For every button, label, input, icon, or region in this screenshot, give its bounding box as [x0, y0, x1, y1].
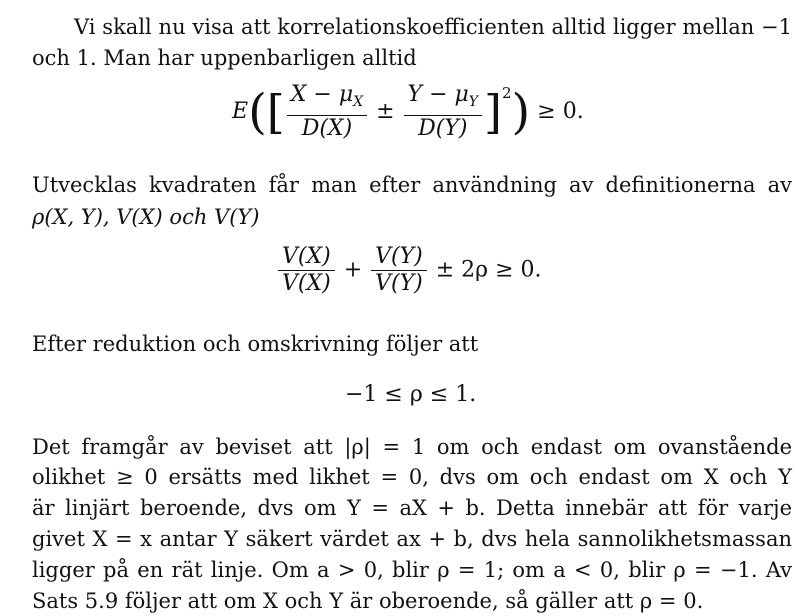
eq1-lhs: E	[232, 99, 249, 124]
equation-expectation	[232, 82, 584, 142]
paragraph-4-line-2: olikhet ≥ 0 ersätts med likhet = 0, dvs om och endast om X och Y	[32, 465, 792, 489]
eq1-fraction-x	[287, 82, 367, 142]
paragraph-2-line-1: Utvecklas kvadraten får man efter användning av definitionerna av	[32, 173, 792, 197]
paragraph-1-line-1: Vi skall nu visa att korrelationskoefficienten alltid ligger mellan −1	[74, 15, 792, 39]
equation-variance	[276, 244, 542, 297]
eq1-rhs: ≥ 0.	[537, 99, 584, 124]
eq1-close-bracket: ]	[484, 85, 502, 139]
eq2-den2: V(Y)	[375, 271, 423, 296]
equation-bounds	[345, 382, 476, 407]
eq2-fraction-y	[371, 244, 427, 297]
eq1-num2: Y − μ	[407, 82, 469, 107]
eq2-num1: V(X)	[282, 244, 331, 269]
eq1-fraction-y	[404, 82, 483, 142]
eq1-num1: X − μ	[290, 82, 354, 107]
eq2-num2: V(Y)	[375, 244, 423, 269]
eq2-den1: V(X)	[282, 271, 331, 296]
eq1-den1: D(X)	[301, 116, 353, 141]
paragraph-2-line-2-text: ρ(X, Y), V(X) och V(Y)	[32, 205, 260, 229]
eq1-num2-sub: Y	[468, 94, 479, 110]
eq1-den2: D(Y)	[418, 116, 468, 141]
eq1-close-paren: )	[511, 84, 531, 140]
eq1-open-paren: (	[248, 84, 267, 140]
eq1-num1-sub: X	[353, 94, 364, 110]
eq2-rhs: ± 2ρ ≥ 0.	[435, 257, 542, 283]
eq2-fraction-x	[278, 244, 335, 297]
eq2-plus: +	[343, 257, 363, 283]
eq3-text: −1 ≤ ρ ≤ 1.	[345, 382, 477, 407]
eq1-plusminus: ±	[376, 99, 395, 124]
eq1-power: 2	[502, 84, 512, 102]
paragraph-4-line-5: ligger på en rät linje. Om a > 0, blir ρ = 1; om a < 0, blir ρ = −1. Av	[32, 558, 792, 582]
paragraph-3-line-1: Efter reduktion och omskrivning följer att	[32, 332, 479, 356]
paragraph-4-line-1: Det framgår av beviset att |ρ| = 1 om och endast om ovanstående	[32, 435, 792, 459]
paragraph-4-line-3: är linjärt beroende, dvs om Y = aX + b. Detta innebär att för varje	[32, 496, 792, 520]
paragraph-2-line-2	[32, 203, 792, 231]
paragraph-4-line-4: givet X = x antar Y säkert värdet ax + b, dvs hela sannolikhetsmassan	[32, 527, 792, 551]
paragraph-4-line-6: Sats 5.9 följer att om X och Y är oberoende, så gäller att ρ = 0.	[32, 589, 704, 613]
eq1-open-bracket: [	[266, 85, 285, 139]
paragraph-1-line-2: och 1. Man har uppenbarligen alltid	[32, 46, 417, 70]
